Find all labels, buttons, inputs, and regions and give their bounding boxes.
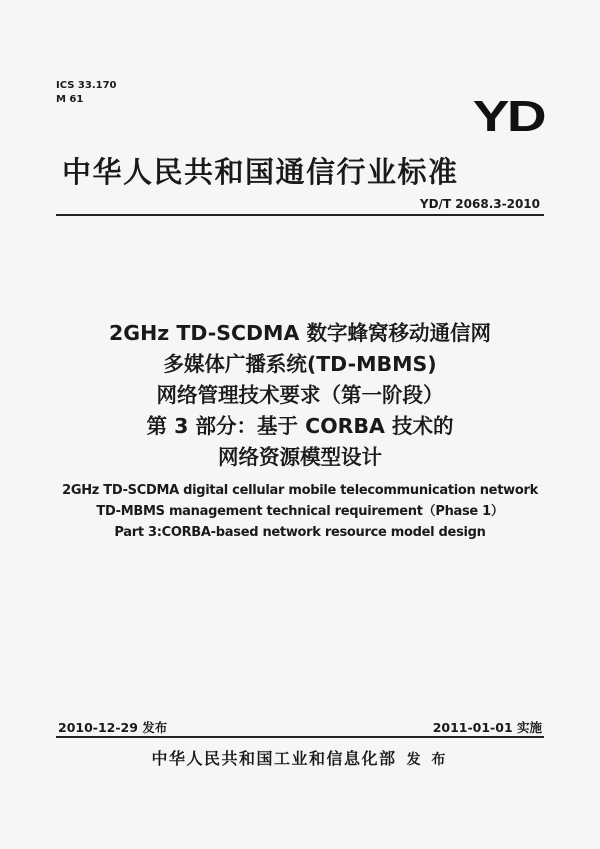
english-title-line: 2GHz TD-SCDMA digital cellular mobile telecommunication network (62, 483, 538, 498)
ics-code: ICS 33.170 (56, 80, 117, 91)
issuer-name: 中华人民共和国工业和信息化部 (151, 749, 397, 768)
org-title: 中华人民共和国通信行业标准 (62, 155, 459, 189)
issuer-line (0, 746, 600, 769)
chinese-title (0, 318, 600, 473)
chinese-title-line: 第 3 部分：基于 CORBA 技术的 (146, 414, 454, 438)
ccs-code: M 61 (56, 94, 84, 105)
chinese-title-line: 多媒体广播系统(TD-MBMS) (163, 352, 437, 376)
chinese-title-line: 2GHz TD-SCDMA 数字蜂窝移动通信网 (109, 321, 491, 345)
footer-rule (56, 736, 544, 738)
chinese-title-line: 网络资源模型设计 (218, 445, 382, 469)
implement-date: 2011-01-01 实施 (432, 720, 542, 735)
header-rule (56, 214, 544, 216)
issue-word: 发 布 (406, 752, 449, 768)
yd-logo: YD (472, 92, 544, 141)
publish-date: 2010-12-29 发布 (58, 720, 168, 735)
english-title (0, 480, 600, 543)
english-title-line: TD-MBMS management technical requirement（Phase 1） (96, 504, 504, 519)
english-title-line: Part 3:CORBA-based network resource model design (114, 525, 486, 540)
chinese-title-line: 网络管理技术要求（第一阶段） (156, 383, 444, 407)
standard-number: YD/T 2068.3-2010 (419, 197, 540, 211)
